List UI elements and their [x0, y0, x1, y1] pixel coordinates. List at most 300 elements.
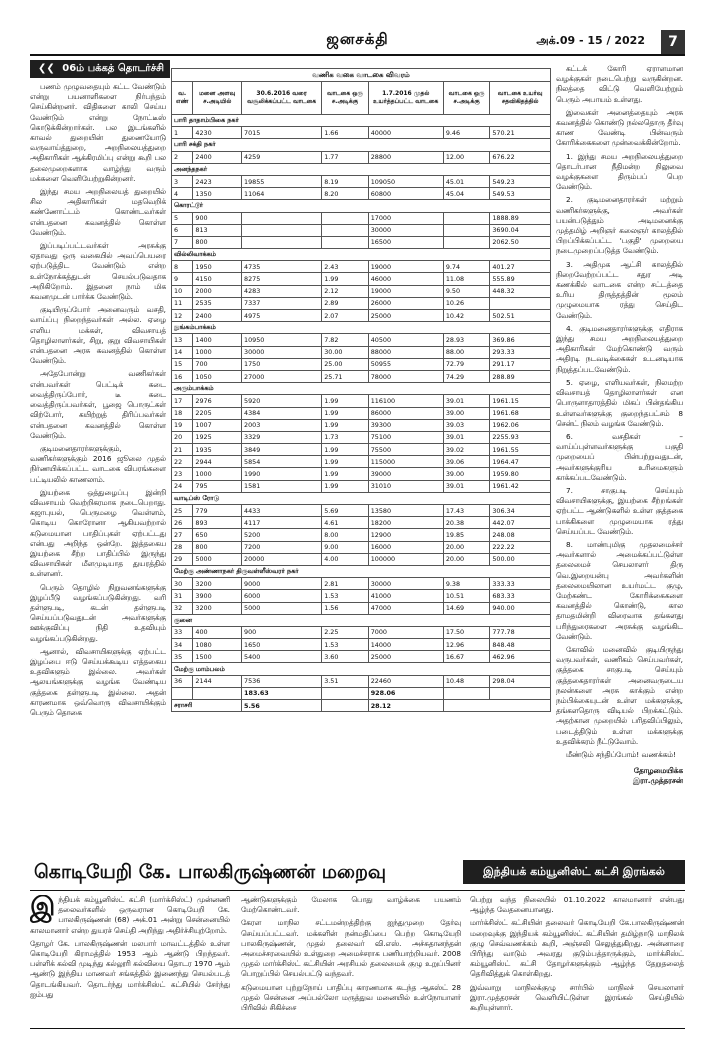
paragraph: பெரும் தொழில் நிறுவனங்களுக்கு இழப்பீடு வழங்கப்படுகின்றது. வரி தள்ளுபடி, கடன் தள்ளுபடி செய்யப்படுவதுடன் அவர்களுக்கு ஊக்குவிப்பு நிதி உதவியும் வழங்கப்படுகின்றது. [30, 582, 166, 643]
obituary-column-3 [470, 895, 684, 1025]
table-row [172, 188, 551, 200]
table-cell: 11064 [242, 188, 322, 200]
group-label: அனந்தநகர் [172, 163, 551, 175]
table-row [172, 626, 551, 638]
table-cell [322, 212, 369, 224]
table-row [172, 578, 551, 590]
table-row [172, 127, 551, 139]
table-cell: 5854 [242, 456, 322, 468]
continuation-badge [30, 60, 170, 78]
divider [30, 1028, 685, 1029]
table-cell: 5000 [193, 553, 242, 565]
table-cell: 2000 [193, 285, 242, 297]
paragraph: கட்டக் கோரி ஏராளமான வழக்குகள் நடைபெற்று வருகின்றன. நிலத்தை விட்டு வெளியேற்றும் பெரும் அபாயம் உள்ளது. [556, 64, 683, 104]
table-cell: 2400 [193, 151, 242, 163]
table-cell: 4150 [193, 273, 242, 285]
table-cell: 36 [172, 675, 193, 687]
table-cell: 1000 [193, 468, 242, 480]
table-cell: 683.33 [490, 590, 551, 602]
table-cell: 1888.89 [490, 212, 551, 224]
table-cell: 2 [172, 151, 193, 163]
table-cell: 9.46 [443, 127, 490, 139]
table-cell: 25000 [368, 310, 443, 322]
paragraph: இயற்கை ஒத்துழைப்பு இன்றி விவசாயம் வெற்றிகரமாக நடைபெறாது. கஜாபுயல், பெருமழை வெள்ளம், கொடிய கொரோனா ஆகியவற்றால் கடுமையான பாதிப்புகள் ஏற்பட்டது என்பது அறிந்த ஒன்றே. இத்தகைய இயற்கை சீற்ற பாதிப்பில் இருந்து விவசாயிகள் மீளமுடியாத துயரத்தில் உள்ளனர். [30, 487, 166, 579]
double-chevron-left-icon: ❮❮ [38, 63, 55, 74]
table-cell [490, 687, 551, 699]
table-row [172, 675, 551, 687]
table-cell: 3690.04 [490, 224, 551, 236]
table-cell: 369.86 [490, 334, 551, 346]
table-cell: 1050 [193, 370, 242, 382]
table-cell: 555.89 [490, 273, 551, 285]
table-cell: 12 [172, 310, 193, 322]
table-cell: 1350 [193, 188, 242, 200]
table-cell: 5920 [242, 395, 322, 407]
table-cell: 1961.15 [490, 395, 551, 407]
table-cell: 9000 [242, 578, 322, 590]
table-cell: 25.71 [322, 370, 369, 382]
table-cell: 2.43 [322, 261, 369, 273]
table-cell: 40500 [368, 334, 443, 346]
table-cell: 4230 [193, 127, 242, 139]
table-cell: 9.00 [322, 541, 369, 553]
table-cell: 5400 [242, 651, 322, 663]
table-cell: 27 [172, 529, 193, 541]
paragraph: ஆண்டுகளுக்கும் மேலாக பொது வாழ்க்கை பயணம் மேற்கொண்டவர். [241, 895, 461, 915]
table-cell: 1.99 [322, 407, 369, 419]
table-cell: 1925 [193, 431, 242, 443]
obituary-column-2 [241, 895, 461, 1025]
table-row [172, 529, 551, 541]
obituary-tag: இந்தியக் கம்யூனிஸ்ட் கட்சி இரங்கல் [463, 860, 685, 884]
table-cell: 2205 [193, 407, 242, 419]
table-cell: 22 [172, 456, 193, 468]
table-cell: 4.61 [322, 517, 369, 529]
table-row [172, 541, 551, 553]
table-cell: 30000 [368, 224, 443, 236]
table-cell: 5000 [242, 602, 322, 614]
table-cell: 9.38 [443, 578, 490, 590]
table-cell: 16500 [368, 236, 443, 248]
group-label: அரும்பாக்கம் [172, 383, 551, 395]
table-row [172, 553, 551, 565]
table-cell: 39.06 [443, 456, 490, 468]
table-cell: 8275 [242, 273, 322, 285]
table-row [172, 419, 551, 431]
table-cell: 291.17 [490, 358, 551, 370]
table-total-row [172, 687, 551, 699]
paragraph: இவ்வாறு மாநிலக்குழு சார்பில் மாநிலச் செயலாளர் இரா.முத்தரசன் வெளியிட்டுள்ள இரங்கல் செய்தியில் கூறியுள்ளார். [470, 982, 684, 1013]
table-row [172, 236, 551, 248]
table-cell: 17.50 [443, 626, 490, 638]
table-cell: 18200 [368, 517, 443, 529]
rent-table [171, 68, 551, 712]
issue-date: அக்.09 - 15 / 2022 [536, 34, 645, 47]
table-cell [172, 687, 193, 699]
table-cell: 1650 [242, 639, 322, 651]
table-group-row [172, 249, 551, 261]
table-cell: 1.99 [322, 273, 369, 285]
table-cell: 8.19 [322, 175, 369, 187]
table-cell: 8.00 [322, 529, 369, 541]
table-caption: வணிக வகை வாடகை விவரம் [172, 69, 551, 82]
table-cell: 72.79 [443, 358, 490, 370]
table-cell [242, 212, 322, 224]
table-cell: 7536 [242, 675, 322, 687]
table-cell: 777.78 [490, 626, 551, 638]
table-cell: 4.00 [322, 553, 369, 565]
table-cell: 1000 [193, 346, 242, 358]
table-cell: 34 [172, 639, 193, 651]
table-cell: 25000 [368, 651, 443, 663]
table-cell: 5200 [242, 529, 322, 541]
table-row [172, 395, 551, 407]
paragraph: கேரள மாநில சட்டமன்றத்திற்கு ஐந்துமுறை தேர்வு செய்யப்பட்டவர். மக்களின் நன்மதிப்பை பெற்ற கொடியேறி பாலகிருஷ்ணன், முதல் தலைவர் வி.எஸ். அச்சுதானந்தன் அமைச்சரவையில் உள்துறை அமைச்சராக பணியாற்றியவர். 2008 முதல் மார்க்சிஸ்ட் கட்சியின் அரசியல் தலைமைக் குழு உறுப்பினர் பொறுப்பில் செயல்பட்டு வந்தவர். [241, 918, 461, 979]
table-row [172, 480, 551, 492]
table-cell: 60800 [368, 188, 443, 200]
table-row [172, 310, 551, 322]
table-group-row [172, 565, 551, 577]
table-cell: 1990 [242, 468, 322, 480]
column-header: வாடகை உயர்வு சதவிகிதத்தில் [490, 82, 551, 115]
paragraph: இந்து சமய அறநிலையத் துறையில் சில அதிகாரிகள் மதவெறிக் கண்ணோட்டம் கொண்டவர்கள் என்பதனை கவனத்தில் கொள்ள வேண்டும். [30, 187, 166, 237]
column-header: வாடகை ஒரு ச.அடிக்கு [443, 82, 490, 115]
table-cell: 1961.55 [490, 444, 551, 456]
table-cell: 1.53 [322, 590, 369, 602]
table-cell: 39.01 [443, 395, 490, 407]
table-cell [193, 687, 242, 699]
table-cell: 28800 [368, 151, 443, 163]
table-cell: 500.00 [490, 553, 551, 565]
paragraph: தோழர் கே. பாலகிருஷ்ணன் மலபார் மாவட்டத்தில் உள்ள கொடியேறி கிராமத்தில் 1953 ஆம் ஆண்டு பிறந்தவர். பள்ளிக் கல்வி முடிந்து கல்லூரி கல்வியை தொடர 1970 ஆம் ஆண்டு இந்திய மாணவர் சங்கத்தில் இணைந்து செயல்படத் தொடங்கியவர். தொடர்ந்து மார்க்சிஸ்ட் கட்சியில் சேர்ந்து ஐம்பது [30, 938, 230, 999]
table-cell: 7000 [368, 626, 443, 638]
group-label: மேற்கு அண்ணாநகர் திருவள்ளீஸ்வரர் நகர் [172, 565, 551, 577]
table-cell: 47000 [368, 602, 443, 614]
table-cell: 1.66 [322, 127, 369, 139]
table-cell: 31 [172, 590, 193, 602]
table-cell: 30000 [242, 346, 322, 358]
table-cell: 24 [172, 480, 193, 492]
table-cell: 1961.68 [490, 407, 551, 419]
table-cell: 20.38 [443, 517, 490, 529]
table-cell: 10.26 [443, 297, 490, 309]
table-cell [443, 236, 490, 248]
table-cell: 30 [172, 578, 193, 590]
table-cell: 4 [172, 188, 193, 200]
table-cell: 893 [193, 517, 242, 529]
obituary-headline: கொடியேறி கே. பாலகிருஷ்ணன் மறைவு [34, 861, 387, 883]
table-cell: 40000 [368, 127, 443, 139]
table-cell: 50955 [368, 358, 443, 370]
table-cell [322, 236, 369, 248]
table-row [172, 444, 551, 456]
table-row [172, 505, 551, 517]
table-row [172, 602, 551, 614]
table-cell: 795 [193, 480, 242, 492]
group-label: வில்லிவாக்கம் [172, 249, 551, 261]
table-cell: 4117 [242, 517, 322, 529]
table-cell: 4384 [242, 407, 322, 419]
table-cell: 20.00 [443, 553, 490, 565]
table-row [172, 224, 551, 236]
table-cell: 3 [172, 175, 193, 187]
table-cell: 8.20 [322, 188, 369, 200]
table-group-row [172, 492, 551, 504]
group-label: கொரட்டூர் [172, 200, 551, 212]
table-cell: 6 [172, 224, 193, 236]
table-cell: 2535 [193, 297, 242, 309]
column-header: வ. எண் [172, 82, 193, 115]
table-cell: 9.74 [443, 261, 490, 273]
table-cell: 676.22 [490, 151, 551, 163]
table-cell: 19000 [368, 261, 443, 273]
table-cell: 940.00 [490, 602, 551, 614]
table-cell: 1961.42 [490, 480, 551, 492]
column-header: மனை அளவு ச.அடியில் [193, 82, 242, 115]
table-cell: 39.01 [443, 431, 490, 443]
table-cell: 4975 [242, 310, 322, 322]
table-cell: 39.03 [443, 419, 490, 431]
table-cell: 25.00 [322, 358, 369, 370]
table-cell: 3.60 [322, 651, 369, 663]
table-cell: 1962.06 [490, 419, 551, 431]
paragraph: குடிமனைதாரர்களுக்கும், வணிகர்களுக்கும் 2016 ஜூலை முதல் நிர்ணயிக்கப்பட்ட வாடகை விபரங்களை பட்டியலில் காணலாம். [30, 443, 166, 484]
table-cell: 22460 [368, 675, 443, 687]
table-row [172, 651, 551, 663]
table-cell: 31010 [368, 480, 443, 492]
paragraph: 8. மாண்புமிகு முதலமைச்சர் அவர்களால் அமைக்கப்பட்டுள்ள தலைமைச் செயலாளர் திரு வெ.இறையன்பு அவர்களின் தலைமையிலான உயர்மட்ட குழு, மேற்கண்ட கோரிக்கைகளை கவனத்தில் கொண்டு, கால தாமதமின்றி விரைவாக தங்களது பரிந்துரைகளை அரசுக்கு வழங்கிட வேண்டும். [556, 539, 683, 641]
table-cell: 900 [242, 626, 322, 638]
table-row [172, 517, 551, 529]
table-cell: 19.85 [443, 529, 490, 541]
group-label: வாடிப்ஸ் ரோடு [172, 492, 551, 504]
column-header: வாடகை ஒரு ச.அடிக்கு [322, 82, 369, 115]
paragraph: 3. அதிமுக ஆட்சி காலத்தில் நிறைவேற்றப்பட்ட சதுர அடி கணக்கில் வாடகை என்ற சட்டத்தை உரிய திருத்தத்தின் மூலம் முழுமையாக ரத்து செய்திட வேண்டும். [556, 259, 683, 320]
table-cell: 12900 [368, 529, 443, 541]
table-row [172, 468, 551, 480]
table-row [172, 639, 551, 651]
table-cell: 2003 [242, 419, 322, 431]
table-row [172, 212, 551, 224]
table-cell: 1.73 [322, 431, 369, 443]
table-cell: 5 [172, 212, 193, 224]
table-cell: 3200 [193, 578, 242, 590]
table-cell: 39.01 [443, 480, 490, 492]
table-cell: 5.69 [322, 505, 369, 517]
table-cell: 2976 [193, 395, 242, 407]
table-cell: 2.25 [322, 626, 369, 638]
table-cell: 2.07 [322, 310, 369, 322]
table-cell: 248.08 [490, 529, 551, 541]
table-cell: 4283 [242, 285, 322, 297]
table-cell: 9.50 [443, 285, 490, 297]
table-row [172, 456, 551, 468]
table-cell: 7.82 [322, 334, 369, 346]
table-cell: 2944 [193, 456, 242, 468]
table-group-row [172, 614, 551, 626]
table-cell: 39.02 [443, 444, 490, 456]
table-cell: 1.99 [322, 395, 369, 407]
table-cell [490, 297, 551, 309]
masthead-title: ஜனசக்தி [326, 30, 389, 48]
drop-cap: இ [30, 895, 56, 922]
paragraph: பெற்று வந்த நிலையில் 01.10.2022 காலமானார் என்பது ஆழ்ந்த வேதனையானது. [470, 895, 684, 915]
right-text-column [556, 64, 683, 924]
table-cell: 306.34 [490, 505, 551, 517]
table-group-row [172, 139, 551, 151]
table-cell: 3.51 [322, 675, 369, 687]
table-cell: 7337 [242, 297, 322, 309]
table-cell: சராசரி [172, 700, 242, 712]
table-cell: 88000 [368, 346, 443, 358]
table-cell [443, 212, 490, 224]
table-cell: 32 [172, 602, 193, 614]
signature-line: தோழமையிக்க [633, 766, 683, 776]
table-cell: 12.00 [443, 151, 490, 163]
rent-table-container [171, 68, 551, 712]
table-cell: 41000 [368, 590, 443, 602]
table-cell: 39000 [368, 468, 443, 480]
table-cell: 23 [172, 468, 193, 480]
table-row [172, 285, 551, 297]
table-row [172, 370, 551, 382]
paragraph: கடுமையான புற்றுநோய் பாதிப்பு காரணமாக கடந்த ஆகஸ்ட் 28 முதல் சென்னை அப்பல்லோ மருத்துவ மனையில் உள்நோயாளர் பிரிவில் சிகிச்சை [241, 982, 461, 1013]
table-group-row [172, 383, 551, 395]
table-cell: 298.04 [490, 675, 551, 687]
table-group-row [172, 663, 551, 675]
paragraph: ஆனால், விவசாயிகளுக்கு ஏற்பட்ட இழப்பை ஈடு செய்யக்கூடிய எத்தகைய உதவிகளும் இல்லை. அவர்கள் ஆலயங்களுக்கு வழங்க வேண்டிய குத்தகை தள்ளுபடி இல்லை. அதன் காரணமாக ஒவ்வொரு விவசாயிக்கும் பெரும் தொகை [30, 646, 166, 717]
table-row [172, 151, 551, 163]
paragraph: குடியிருப்போர் அனைவரும் வசதி, வாய்ப்பு நிறைந்தவர்கள் அல்ல. ஏழை எளிய மக்கள், விவசாயத் தொழிலாளர்கள், சிறு, குறு விவசாயிகள் என்பதனை அரசு கவனத்தில் கொள்ள வேண்டும். [30, 305, 166, 366]
table-cell: 800 [193, 236, 242, 248]
table-cell: 1950 [193, 261, 242, 273]
table-cell: 28 [172, 541, 193, 553]
table-cell: 20 [172, 431, 193, 443]
table-cell [443, 700, 550, 712]
table-cell: 9 [172, 273, 193, 285]
page-number: 7 [661, 30, 685, 54]
page-header [30, 30, 685, 56]
table-cell: 74.29 [443, 370, 490, 382]
table-cell: 442.07 [490, 517, 551, 529]
table-cell: 28.12 [368, 700, 443, 712]
table-cell: 183.63 [242, 687, 322, 699]
table-cell: 16.67 [443, 651, 490, 663]
table-cell: 5.56 [242, 700, 322, 712]
table-cell: 1.99 [322, 456, 369, 468]
table-cell: 33 [172, 626, 193, 638]
table-cell: 848.48 [490, 639, 551, 651]
table-body [172, 115, 551, 712]
table-cell: 1964.47 [490, 456, 551, 468]
obituary-banner [30, 857, 685, 887]
table-cell: 7015 [242, 127, 322, 139]
table-cell: 12.96 [443, 639, 490, 651]
paragraph: 4. குடிமனைதாரர்களுக்கு எதிராக இந்து சமய அறநிலையத்துறை அதிகாரிகள் மேற்கொண்டு வரும் அதிரடி நடவடிக்கைகள் உடனடியாக நிறுத்தப்படவேண்டும். [556, 323, 683, 374]
signature-name: இரா.முத்தரசன் [633, 776, 683, 786]
table-cell: 46000 [368, 273, 443, 285]
table-cell: 45.01 [443, 175, 490, 187]
table-cell: 1.99 [322, 444, 369, 456]
table-cell: 19855 [242, 175, 322, 187]
paragraph: இவைகள் அனைத்தையும் அரசு கவனத்தில் கொண்டு நல்லதொரு தீர்வு காண வேண்டி பின்வரும் கோரிக்கைகளை முன்வைக்கின்றோம். [556, 107, 683, 148]
table-cell: 2.12 [322, 285, 369, 297]
paragraph-text: ந்தியக் கம்யூனிஸ்ட் கட்சி (மார்க்சிஸ்ட்) முன்னணி தலைவர்களில் ஒருவரான கொடியேறி கே. பாலகிருஷ்ணன் (68) அக்.01 அன்று சென்னையில் காலமானார் என்ற துயரச் செய்தி அறிந்து அதிர்ச்சியுற்றோம். [30, 895, 230, 935]
table-cell: 14 [172, 346, 193, 358]
table-cell: 10.51 [443, 590, 490, 602]
obituary-column-1 [30, 895, 230, 1025]
table-cell: 293.33 [490, 346, 551, 358]
table-row [172, 175, 551, 187]
table-cell: 2400 [193, 310, 242, 322]
table-cell: 16000 [368, 541, 443, 553]
group-label: பாரி சக்தி நகர் [172, 139, 551, 151]
table-cell: 16 [172, 370, 193, 382]
column-header: 1.7.2016 முதல் உயர்த்தப்பட்ட வாடகை [368, 82, 443, 115]
table-cell: 2.89 [322, 297, 369, 309]
table-cell: 700 [193, 358, 242, 370]
table-cell: 39300 [368, 419, 443, 431]
table-cell: 39.00 [443, 468, 490, 480]
table-cell: 100000 [368, 553, 443, 565]
table-cell: 1500 [193, 651, 242, 663]
continuation-label: 06ம் பக்கத் தொடர்ச்சி [62, 63, 164, 74]
table-row [172, 346, 551, 358]
table-row [172, 431, 551, 443]
table-cell: 25 [172, 505, 193, 517]
table-cell: 401.27 [490, 261, 551, 273]
group-label: நுங்கம்பாக்கம் [172, 322, 551, 334]
table-cell: 1080 [193, 639, 242, 651]
table-cell [322, 687, 369, 699]
paragraph: பணம் முழுவதையும் கட்ட வேண்டும் என்று பயனாளிகளை நிர்பந்தம் செய்கின்றனர். விதிகளை காலி செய்ய வேண்டும் என்று நோட்டீஸ் கொடுக்கின்றார்கள். பல இடங்களில் காவல் துறையின் துணையோடு வருவாய்த்துறை, அறநிலையத்துறை அதிகாரிகள் ஆக்கிரமிப்பு என்று கூறி பல தலைமுறைகளாக வாழ்ந்து வரும் மக்களை வெளியேற்றுகின்றனர். [30, 82, 166, 183]
table-cell: 4735 [242, 261, 322, 273]
table-cell [242, 236, 322, 248]
paragraph [30, 895, 230, 936]
table-cell: 3900 [193, 590, 242, 602]
paragraph: மார்க்சிஸ்ட் கட்சியின் தலைவர் கொடியேறி கே.பாலகிருஷ்ணன் மறைவுக்கு இந்தியக் கம்யூனிஸ்ட் கட்சியின் தமிழ்நாடு மாநிலக் குழு செவ்வணக்கம் கூறி, அஞ்சலி செலுத்துகிறது. அன்னாரை பிரிந்து வாடும் அவரது குடும்பத்தாருக்கும், மார்க்சிஸ்ட் கம்யூனிஸ்ட் கட்சி தோழர்களுக்கும் ஆழ்ந்த தேறுதலைத் தெரிவித்துக் கொள்கிறது. [470, 918, 684, 979]
paragraph: இப்படிப்பட்டவர்கள் அரசுக்கு ஏதாவது ஒரு வகையில் அவப்பெயரை ஏற்படுத்திட வேண்டும் என்ற உள்நோக்கத்துடன் செயல்படுவதாக அறிகிறோம். இதனை நாம் மிக கவனமுடன் பார்க்க வேண்டும். [30, 241, 166, 302]
table-cell: 10.42 [443, 310, 490, 322]
table-cell: 3849 [242, 444, 322, 456]
table-cell: 28.93 [443, 334, 490, 346]
table-cell: 549.23 [490, 175, 551, 187]
table-cell: 4259 [242, 151, 322, 163]
table-cell: 18 [172, 407, 193, 419]
table-cell: 1.53 [322, 639, 369, 651]
table-cell: 13 [172, 334, 193, 346]
table-row [172, 334, 551, 346]
table-cell: 13580 [368, 505, 443, 517]
table-cell: 19000 [368, 285, 443, 297]
table-cell: 813 [193, 224, 242, 236]
table-cell: 1581 [242, 480, 322, 492]
table-cell: 78000 [368, 370, 443, 382]
table-cell: 7 [172, 236, 193, 248]
table-cell: 116100 [368, 395, 443, 407]
paragraph: 1. இந்து சமய அறநிலையத்துறை தொடர்பான நீதிமன்ற நிலுவை வழக்குகளை திரும்பப் பெற வேண்டும். [556, 151, 683, 192]
table-cell: 1.56 [322, 602, 369, 614]
table-row [172, 297, 551, 309]
table-cell: 1400 [193, 334, 242, 346]
group-label: குனை [172, 614, 551, 626]
paragraph: 5. ஏழை, எளியவர்கள், நிலமற்ற விவசாயத் தொழிலாளர்கள் என பொருளாதாரத்தில் மிகப் பின்தங்கிய உள்ளவர்களுக்கு குறைந்தபட்சம் 8 சென்ட் நிலம் வழங்க வேண்டும். [556, 377, 683, 428]
table-cell: 462.96 [490, 651, 551, 663]
group-label: மேற்கு மாம்பலம் [172, 663, 551, 675]
table-row [172, 273, 551, 285]
table-cell: 35 [172, 651, 193, 663]
paragraph: 7. சாகுபடி செய்யும் விவசாயிகளுக்கு, இயற்கை சீற்றங்கள் ஏற்பட்ட ஆண்டுகளில் உள்ள குத்தகை பாக்கிகளை முழுமையாக ரத்து செய்யப்பட வேண்டும். [556, 485, 683, 536]
